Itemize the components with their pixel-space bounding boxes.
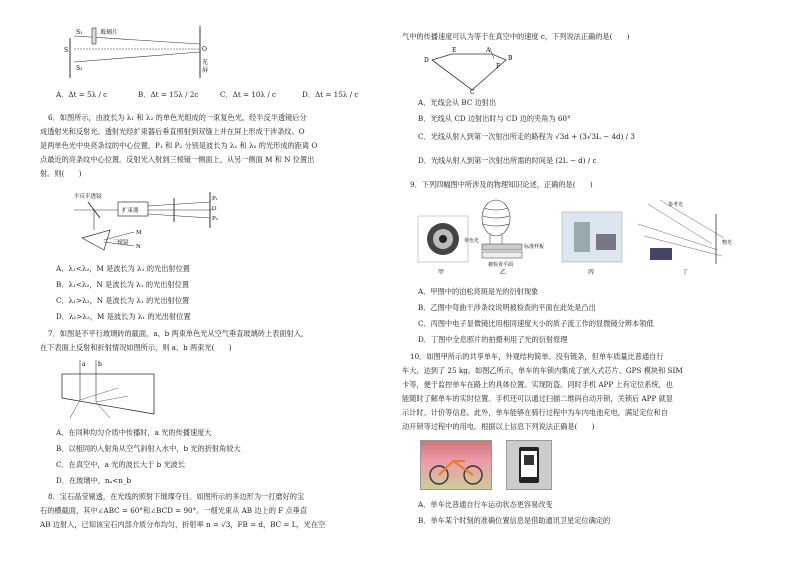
label-screen-2: 屏 [202,67,209,74]
label-s: S [64,47,69,54]
q7-line-2: 在下表面上反射和折射情况如图所示，则 a、b 两束光( ) [40,343,232,352]
bike-icon [421,441,491,489]
label-bing: 丙 [588,269,595,276]
q8-option-c: C．光线从射入到第一次射出所走的路程为 √3d + (3√3L − 4d) / 3 [418,132,635,141]
q6-line-1: 6．如图所示，由波长为 λ₁ 和 λ₂ 的单色光组成的一束复色光，经半反半透镜后分 [48,113,307,122]
label-d: D [424,57,429,64]
label-b8: B [508,55,513,62]
q7-option-d: D．在玻璃中，nₐ<n_b [56,476,132,485]
label-o: O [202,46,207,53]
label-c: C [470,89,475,94]
q6-option-d: D．λ₁>λ₂，M 是波长为 λ₁ 的光出射位置 [56,312,191,321]
bike-photo [420,440,492,490]
q5-figure [62,18,212,82]
q6-line-3: 是两单色光中央亮条纹的中心位置，P₁ 和 P₂ 分别是波长为 λ₁ 和 λ₂ 的光形成的距离 O [40,141,318,150]
label-ref1: 参考光 [668,202,684,208]
label-ding: 丁 [682,269,689,276]
q8-option-a: A．光线会从 BC 边射出 [418,98,497,107]
left-column [40,0,400,562]
label-p2: P₂ [212,216,218,222]
label-jia: 甲 [438,269,445,276]
phone-qr-icon [507,441,551,489]
label-f: F [496,63,501,70]
q9-option-d: D．丁图中全息照片的拍摄利用了光的衍射原理 [418,335,568,344]
q5-option-b: B．Δt = 15λ / 2c [138,90,199,99]
q6-option-c: C．λ₁>λ₂，N 是波长为 λ₁ 的光出射位置 [56,296,190,305]
label-half-mirror: 半反半透镜 [74,194,102,200]
label-n: N [136,244,141,250]
label-a8: A [486,47,491,54]
label-ref2: 物光 [722,240,733,246]
q6-option-b: B．λ₁<λ₂，N 是波长为 λ₁ 的光出射位置 [56,280,190,289]
q9-figure [412,194,742,278]
q8-figure [422,46,532,94]
label-e: E [452,47,457,54]
q8-line-4: 气中的传播速度可认为等于在真空中的速度 c，下列说法正确的是( ) [402,32,630,41]
q9-option-a: A．甲图中的泊松亮斑是光的衍射现象 [418,287,539,296]
q6-line-2: 成透射光和反射光。透射光经扩束器后垂直照射到双缝上并在屏上形成干涉条纹。O [40,127,305,136]
q7-line-1: 7．如图是不平行玻璃砖的截面，a、b 两束单色光从空气垂直玻璃砖上表面射入， [48,329,309,338]
q6-line-4: 点最近的亮条纹中心位置。反射光入射到三棱镜一侧面上，从另一侧面 M 和 N 位置出 [40,155,315,164]
q8-line-2: 石的横截面，其中∠ABC = 60°和∠BCD = 90°。一细光束从 AB 边上的 F 点垂直 [40,506,308,515]
q8-option-d: D．光线从射入到第一次射出所需的时间是 (2L − d) / c [418,156,597,165]
label-plate2: 被检查平面 [488,262,514,268]
q10-option-a: A．单车比普通自行车运动状态更容易改变 [418,500,553,509]
q5-option-a: A．Δt = 5λ / c [56,90,108,99]
q5-option-d: D．Δt = 15λ / c [302,90,359,99]
label-expander: 扩束器 [122,208,139,214]
label-s2: S₂ [76,65,83,72]
label-b7: b [98,361,102,368]
q7-option-b: B．以相同的入射角从空气斜射入水中，b 光的折射角较大 [56,444,241,453]
label-screen-1: 光 [202,59,209,66]
label-yi: 乙 [500,269,507,276]
label-light: 单色光 [464,238,480,244]
q6-figure [64,188,224,254]
right-column [402,0,762,562]
phone-photo [506,440,552,490]
label-s1: S₁ [76,29,83,36]
label-plate1: 标准样板 [524,244,545,250]
q7-option-c: C．在真空中，a 光的波长大于 b 光波长 [56,460,186,469]
q10-option-b: B．单车某个时刻的准确位置信息是借助通讯卫星定位确定的 [418,516,611,525]
q10-line-4: 能随时了解单车的实时位置。手机还可以通过扫描二维码自动开锁，关锁后 APP 就显 [402,394,673,403]
q8-line-1: 8．宝石晶莹剔透，在光线的照射下璀璨夺目。如图所示的多边形为一打磨好的宝 [48,492,305,501]
q10-line-3: 卡等，便于监控单车在路上的具体位置。实现防盗。同时手机 APP 上有定位系统，也 [402,380,673,389]
q6-option-a: A．λ₁<λ₂，M 是波长为 λ₁ 的光出射位置 [56,264,190,273]
q9-stem: 9．下列四幅图中所涉及的物理知识论述，正确的是( ) [410,180,593,189]
q7-option-a: A．在同种均匀介质中传播时，a 光的传播速度大 [56,428,212,437]
q9-option-c: C．丙图中电子显微镜比用相同速度大小的质子流工作的显微镜分辨本领低 [418,319,654,328]
q9-option-b: B．乙图中弯曲干涉条纹说明被检查的平面在此处是凸出 [418,303,596,312]
q10-line-6: 动开锁等过程中的用电。根据以上信息下列说法正确是( ) [402,422,595,431]
label-glass-plate: 玻璃片 [100,29,119,36]
q10-line-5: 示计时、计价等信息。此外，单车能够在骑行过程中为车内电池充电，满足定位和自 [402,408,668,417]
label-m: M [136,230,142,236]
q10-line-2: 车大，达到了 25 kg。如图乙所示，单车的车锁内集成了嵌入式芯片、GPS 模块和 SIM [402,366,683,375]
q10-line-1: 10．如图甲所示的共享单车，外观结构简单。没有链条，但单车质量比普通自行 [410,352,664,361]
q6-line-5: 射。则( ) [40,169,82,178]
label-a7: a [82,361,86,368]
label-o6: O [212,206,217,212]
label-prism: 三棱镜 [112,240,129,246]
q8-line-3: AB 边射入，已知该宝石内部介质分布均匀，折射率 n = √3，FB = d，BC = L，光在空 [40,520,326,529]
label-p1: P₁ [212,196,218,202]
q7-figure [58,358,168,420]
q5-option-c: C．Δt = 10λ / c [220,90,277,99]
q8-option-b: B．光线从 CD 边射出时与 CD 边的夹角为 60° [418,114,571,123]
